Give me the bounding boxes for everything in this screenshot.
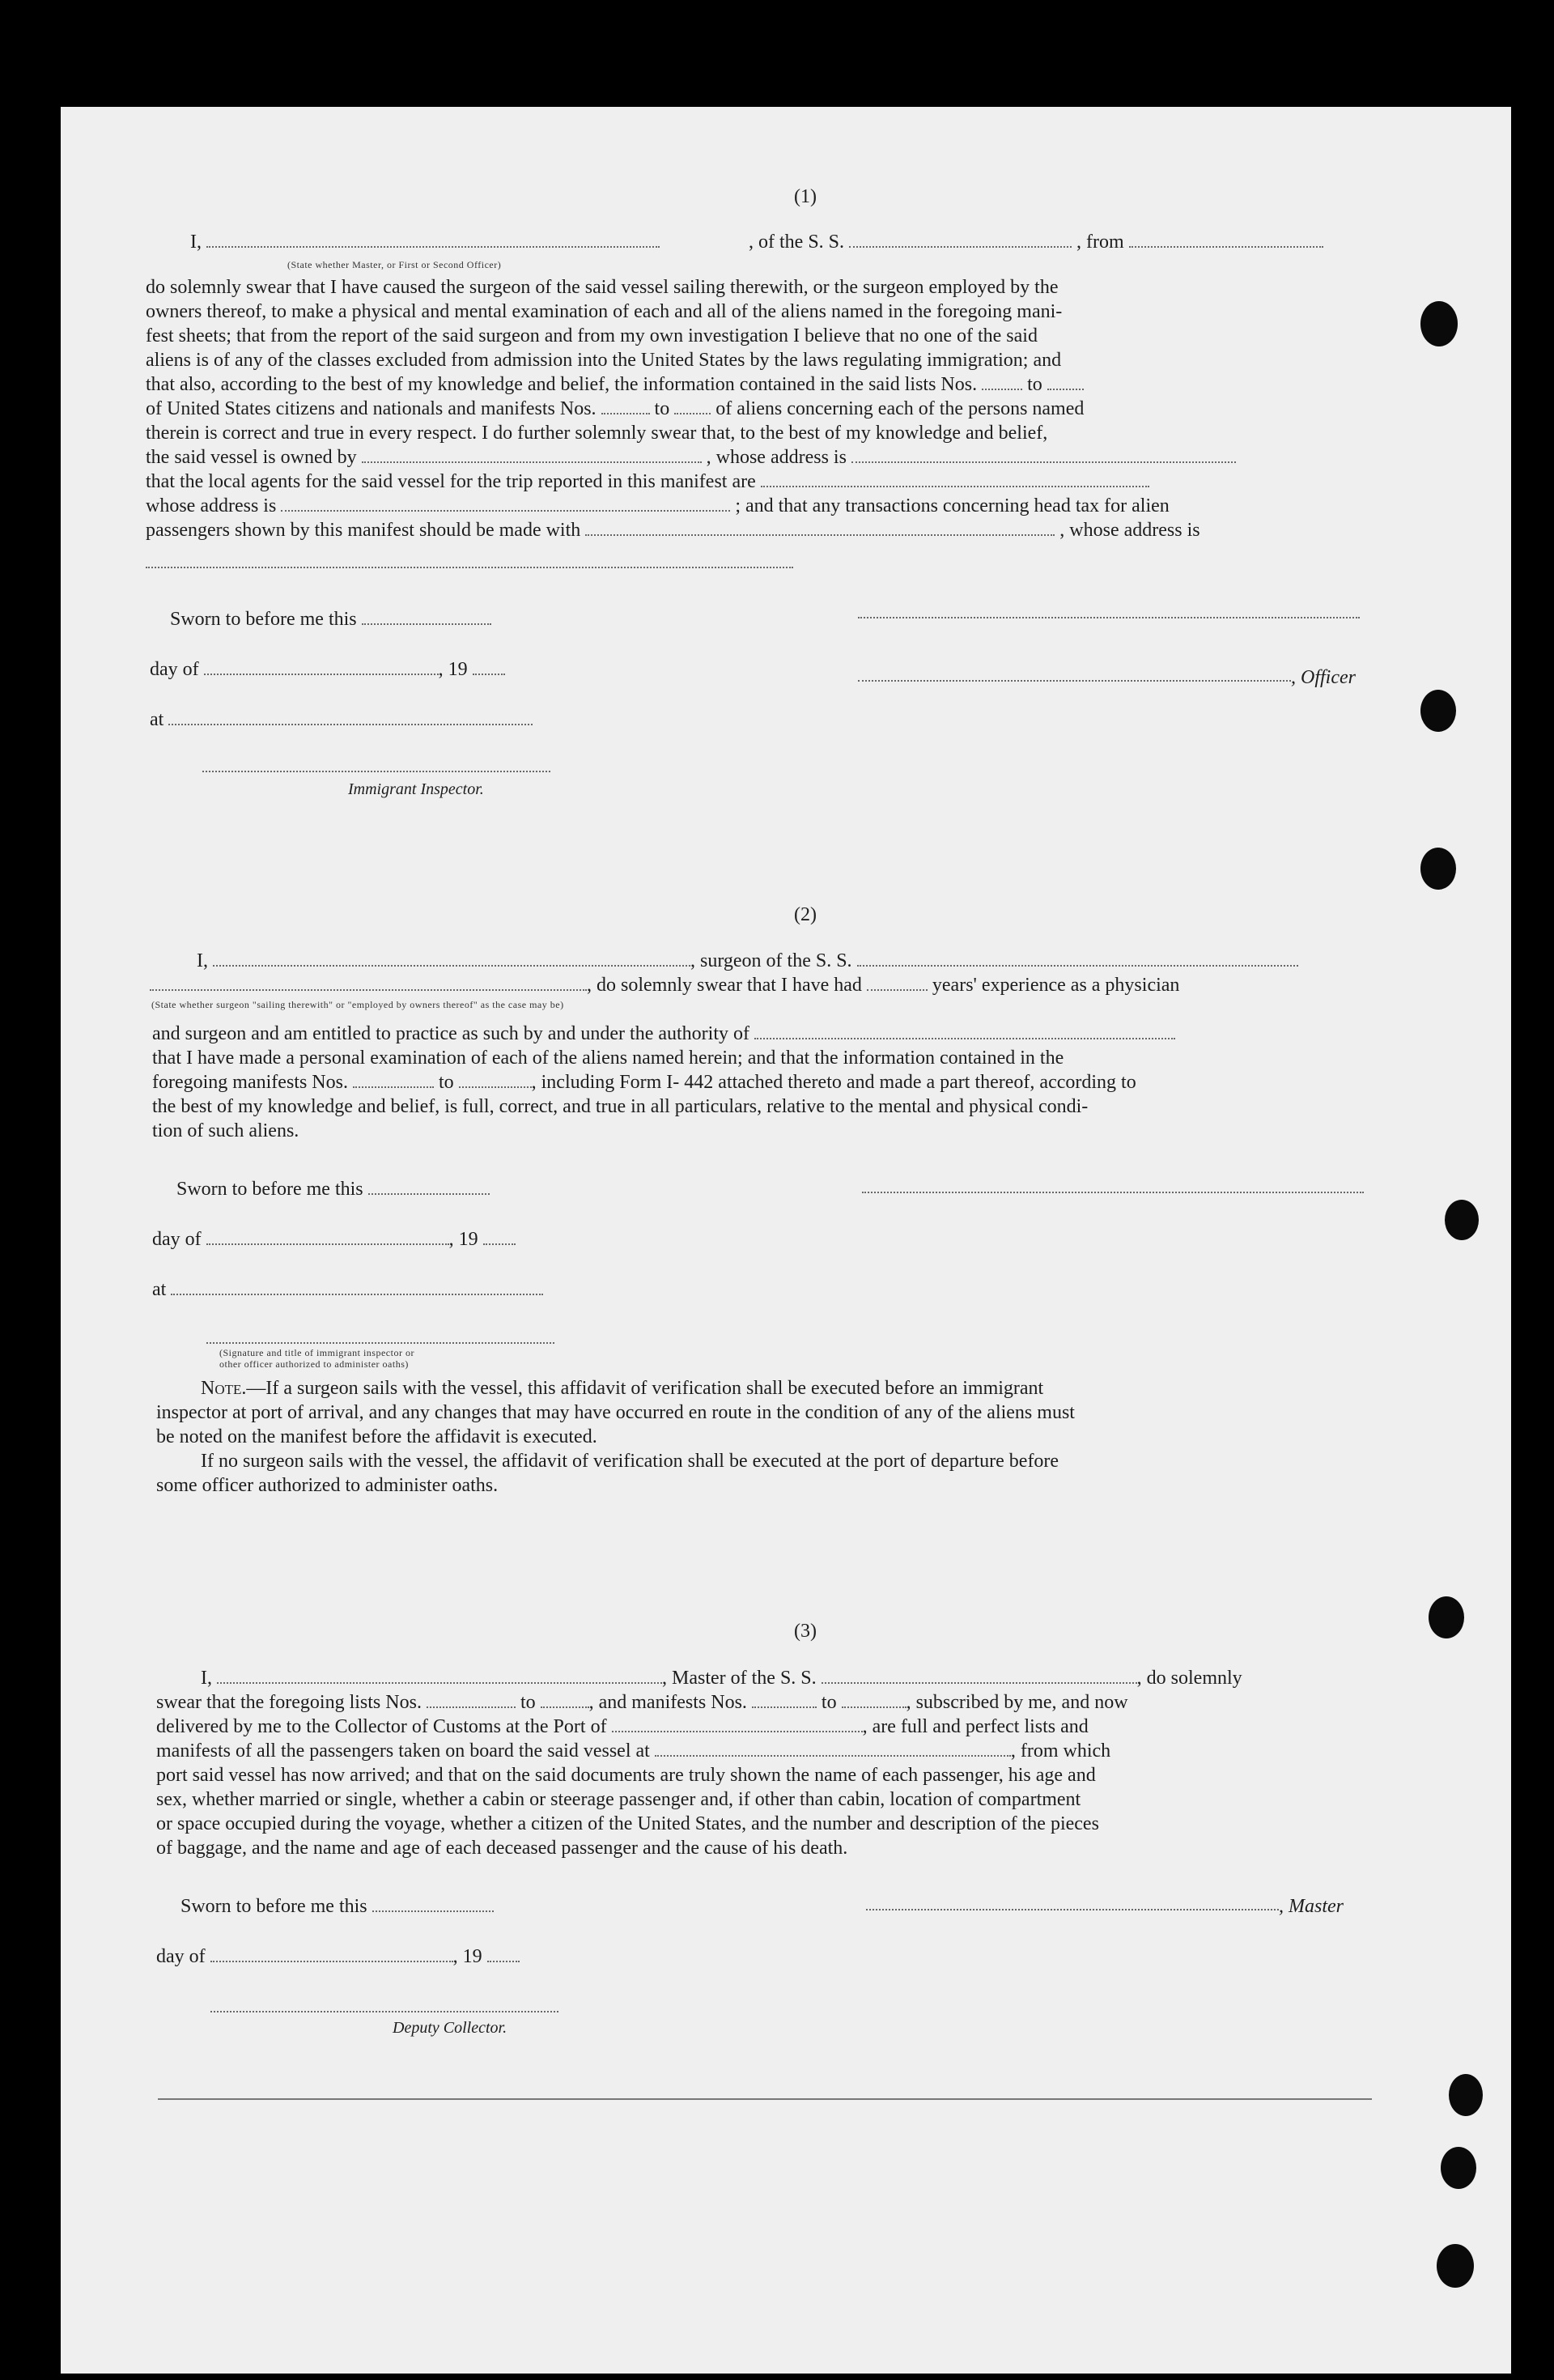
s1-day-blank[interactable]: [204, 659, 439, 675]
punch-hole: [1429, 1596, 1464, 1638]
s1-inspector-label: Immigrant Inspector.: [348, 780, 484, 798]
s1-text-9: that the local agents for the said vessel for the trip reported in this manifest are: [146, 470, 1149, 494]
s1-line-ss: , of the S. S. , from: [749, 230, 1323, 254]
s3-text-6: or space occupied during the voyage, whether a citizen of the United States, and the number and description of the pieces: [156, 1813, 1099, 1834]
s1-text-8: the said vessel is owned by , whose address is: [146, 445, 1236, 470]
years-experience-blank[interactable]: [867, 975, 928, 991]
section-3-heading: (3): [794, 1621, 817, 1642]
local-agents-blank[interactable]: [761, 471, 1149, 487]
s3-text-5: sex, whether married or single, whether a cabin or steerage passenger and, if other than cabin, location of compartment: [156, 1789, 1081, 1810]
s3-lists-to-blank[interactable]: [541, 1692, 589, 1708]
from-port-blank[interactable]: [1129, 232, 1323, 248]
s1-text-3: fest sheets; that from the report of the said surgeon and from my own investigation I believe that no one of the said: [146, 325, 1038, 346]
punch-hole: [1449, 2074, 1483, 2116]
s2-state-note: (State whether surgeon "sailing therewith" or "employed by owners thereof" as the case may be): [151, 999, 564, 1010]
s3-line-i: I, , Master of the S. S. , do solemnly: [201, 1668, 1242, 1689]
lists-to-blank[interactable]: [1047, 374, 1084, 390]
manifests-from-blank[interactable]: [601, 398, 650, 414]
s2-note-5: some officer authorized to administer oaths.: [156, 1475, 499, 1496]
s2-at-blank[interactable]: [171, 1279, 543, 1295]
s2-sig-caption-2: other officer authorized to administer oaths): [219, 1358, 409, 1370]
s2-text-2: that I have made a personal examination of each of the aliens named herein; and that the information contained in the: [152, 1048, 1064, 1069]
s1-text-2: owners thereof, to make a physical and mental examination of each and all of the aliens named in the foregoing mani-: [146, 301, 1063, 322]
s2-note-3: be noted on the manifest before the affidavit is executed.: [156, 1426, 597, 1447]
s2-text-3: foregoing manifests Nos. to , including Form I- 442 attached thereto and made a part thereof, according to: [152, 1072, 1136, 1093]
s3-vessel-blank[interactable]: [822, 1668, 1137, 1684]
s2-sig-caption-1: (Signature and title of immigrant inspector or: [219, 1347, 414, 1358]
s1-officer-line[interactable]: [858, 680, 1291, 682]
s3-sworn: Sworn to before me this: [180, 1894, 494, 1919]
punch-hole: [1420, 301, 1458, 346]
s2-text-5: tion of such aliens.: [152, 1120, 299, 1141]
s2-sworn-date-blank[interactable]: [368, 1179, 490, 1195]
lists-from-blank[interactable]: [982, 374, 1022, 390]
s2-manifest-to-blank[interactable]: [459, 1072, 532, 1088]
s1-sworn-date-blank[interactable]: [362, 609, 491, 625]
punch-hole: [1420, 848, 1456, 890]
s2-vessel-blank[interactable]: [857, 950, 1298, 967]
punch-hole: [1437, 2244, 1474, 2288]
s1-at: at: [150, 708, 533, 732]
s3-master-line[interactable]: [866, 1909, 1279, 1910]
s3-text-2: delivered by me to the Collector of Customs at the Port of , are full and perfect lists and: [156, 1716, 1089, 1737]
s2-note-1: Note.—If a surgeon sails with the vessel, this affidavit of verification shall be executed before an immigrant: [201, 1378, 1044, 1399]
s3-master-label: , Master: [1279, 1896, 1344, 1917]
s1-text-7: therein is correct and true in every respect. I do further solemnly swear that, to the best of my knowledge and belief,: [146, 423, 1048, 444]
punch-hole: [1445, 1200, 1479, 1240]
s3-collector-label: Deputy Collector.: [393, 2019, 507, 2037]
s2-note-4: If no surgeon sails with the vessel, the affidavit of verification shall be executed at the port of departure before: [201, 1451, 1059, 1472]
s3-text-3: manifests of all the passengers taken on board the said vessel at , from which: [156, 1740, 1111, 1762]
master-name-blank[interactable]: [206, 232, 660, 248]
s2-status-blank[interactable]: [150, 975, 587, 991]
punch-hole: [1441, 2147, 1476, 2189]
s3-manifests-to-blank[interactable]: [842, 1692, 906, 1708]
s1-text-11: passengers shown by this manifest should be made with , whose address is: [146, 520, 1200, 541]
s2-text-1: and surgeon and am entitled to practice as such by and under the authority of: [152, 1022, 1175, 1046]
s1-signature-line[interactable]: [858, 617, 1360, 618]
section-2-heading: (2): [794, 904, 817, 925]
s3-sworn-date-blank[interactable]: [372, 1896, 494, 1912]
s3-day-of: day of , 19: [156, 1944, 520, 1969]
s2-day-of: day of , 19: [152, 1227, 516, 1252]
s3-lists-from-blank[interactable]: [427, 1692, 516, 1708]
s1-line-i: I,: [190, 230, 660, 254]
s3-master-blank[interactable]: [217, 1668, 662, 1684]
port-blank[interactable]: [612, 1716, 863, 1732]
s2-note-2: inspector at port of arrival, and any changes that may have occurred en route in the condition of any of the aliens must: [156, 1402, 1075, 1423]
s3-manifests-from-blank[interactable]: [752, 1692, 817, 1708]
s2-signature-line[interactable]: [862, 1192, 1364, 1193]
s1-text-10: whose address is ; and that any transactions concerning head tax for alien: [146, 495, 1170, 516]
boarding-port-blank[interactable]: [655, 1740, 1011, 1757]
s1-text-4: aliens is of any of the classes excluded from admission into the United States by the laws regulating immigration; and: [146, 350, 1062, 371]
s3-text-7: of baggage, and the name and age of each deceased passenger and the cause of his death.: [156, 1838, 848, 1859]
s2-line-i: I, , surgeon of the S. S.: [197, 949, 1298, 973]
surgeon-name-blank[interactable]: [213, 950, 690, 967]
vessel-name-blank[interactable]: [849, 232, 1072, 248]
s2-day-blank[interactable]: [206, 1229, 449, 1245]
s1-year-blank[interactable]: [473, 659, 505, 675]
s2-year-blank[interactable]: [483, 1229, 516, 1245]
s1-at-blank[interactable]: [168, 709, 533, 725]
s2-sworn: Sworn to before me this: [176, 1177, 490, 1201]
head-tax-blank[interactable]: [585, 520, 1055, 536]
authority-blank[interactable]: [754, 1023, 1175, 1039]
s3-day-blank[interactable]: [210, 1946, 453, 1962]
bottom-rule: [158, 2098, 1372, 2100]
s1-sworn: Sworn to before me this: [170, 607, 491, 631]
s3-collector-line[interactable]: [210, 2011, 558, 2012]
s1-day-of: day of , 19: [150, 657, 505, 682]
address-continuation-blank[interactable]: [146, 567, 793, 568]
s1-text-6: of United States citizens and nationals and manifests Nos. to of aliens concerning each of the persons named: [146, 398, 1085, 419]
s1-state-note: (State whether Master, or First or Second Officer): [287, 259, 502, 270]
s3-text-4: port said vessel has now arrived; and that on the said documents are truly shown the name of each passenger, his age and: [156, 1765, 1096, 1786]
owner-blank[interactable]: [362, 447, 702, 463]
s3-year-blank[interactable]: [487, 1946, 520, 1962]
s1-text-5: that also, according to the best of my knowledge and belief, the information contained in the said lists Nos. to: [146, 372, 1084, 397]
s1-inspector-line[interactable]: [202, 771, 550, 772]
s2-manifest-from-blank[interactable]: [353, 1072, 434, 1088]
s2-at: at: [152, 1277, 543, 1302]
agents-address-blank[interactable]: [281, 495, 730, 512]
punch-hole: [1420, 690, 1456, 732]
manifest-affidavit-page: [61, 107, 1511, 2374]
section-1-heading: (1): [794, 186, 817, 207]
s2-line-swear: , do solemnly swear that I have had years' experience as a physician: [150, 973, 1179, 997]
manifests-to-blank[interactable]: [674, 398, 711, 414]
s3-text-1: swear that the foregoing lists Nos. to , and manifests Nos. to , subscribed by me, and now: [156, 1692, 1128, 1713]
s1-text-1: do solemnly swear that I have caused the surgeon of the said vessel sailing therewith, or the surgeon employed by the: [146, 277, 1059, 298]
s2-inspector-line[interactable]: [206, 1342, 554, 1344]
s2-text-4: the best of my knowledge and belief, is full, correct, and true in all particulars, relative to the mental and physical condi-: [152, 1096, 1089, 1117]
owner-address-blank[interactable]: [851, 447, 1236, 463]
s1-officer-label: , Officer: [1291, 667, 1356, 688]
